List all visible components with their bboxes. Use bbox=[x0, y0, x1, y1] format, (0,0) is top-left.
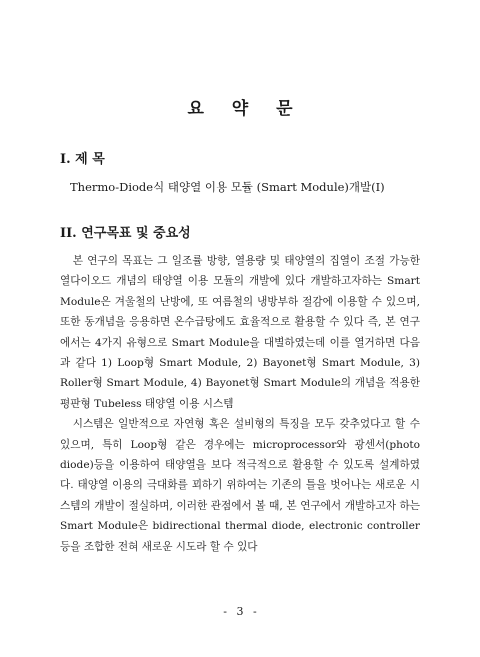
section-2-body bbox=[60, 251, 420, 557]
body-paragraph-2: 시스템은 일반적으로 자연형 혹은 설비형의 특징을 모두 갖추었다고 할 수 있으며, 특히 Loop형 같은 경우에는 microprocessor와 광센서(photo diode)등을 이용하여 태양열을 보다 적극적으로 활용할 수 있도록 설계하였다. 태양열 이용의 극대화를 꾀하기 위하여는 기존의 틀을 벗어나는 새로운 시스템의 개발이 절실하며, 이러한 관점에서 볼 때, 본 연구에서 개발하고자 하는 Smart Module은 bidirectional thermal diode, electronic controller등을 조합한 전혀 새로운 시도라 할 수 있다 bbox=[60, 418, 420, 553]
section-1-heading: I. 제 목 bbox=[60, 152, 105, 167]
page-number: - 3 - bbox=[223, 605, 257, 618]
body-paragraph-1: 본 연구의 목표는 그 일조률 방향, 열용량 및 태양열의 집열이 조절 가능한 열다이오드 개념의 태양열 이용 모듈의 개발에 있다 개발하고자하는 Smart Module은 겨울철의 난방에, 또 여름철의 냉방부하 절감에 이용할 수 있으며, 또한 동개념을 응용하면 온수급탕에도 효율적으로 활용할 수 있다 즉, 본 연구에서는 4가지 유형으로 Smart Module을 대별하였는데 이를 열거하면 다음과 같다 1) Loop형 Smart Module, 2) Bayonet형 Smart Module, 3) Roller형 Smart Module, 4) Bayonet형 Smart Module의 개념을 적용한 평판형 Tubeless 태양열 이용 시스템 bbox=[60, 255, 420, 410]
section-2-heading: II. 연구목표 및 중요성 bbox=[60, 226, 191, 241]
project-subject: Thermo-Diode식 태양열 이용 모듈 (Smart Module)개발(I) bbox=[70, 180, 385, 194]
page-title: 요 약 문 bbox=[187, 99, 293, 119]
